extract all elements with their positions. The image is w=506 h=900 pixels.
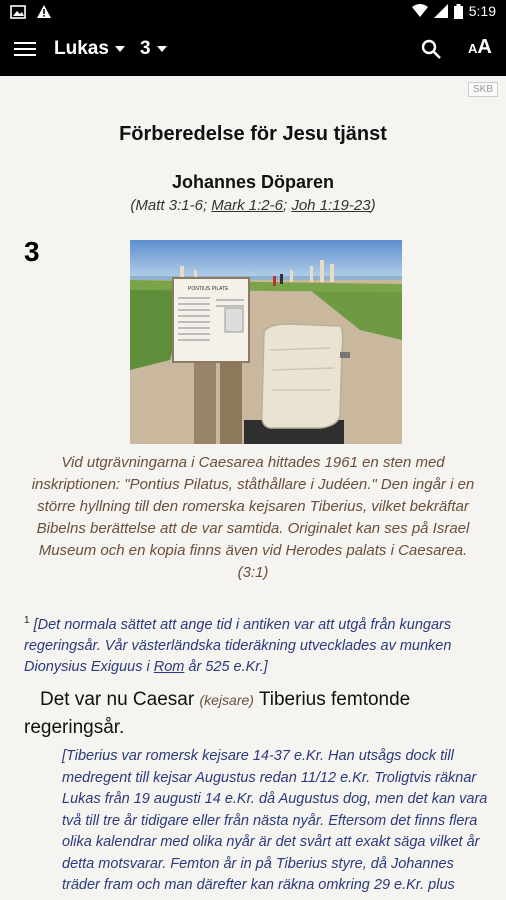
chapter-label: 3 [140,38,151,59]
reference-link[interactable]: Matt 3:1-6 [135,197,203,214]
section-heading: Förberedelse för Jesu tjänst [119,123,387,145]
signal-icon [434,4,448,18]
book-selector[interactable] [54,38,125,60]
photo-caption: Vid utgrävningarna i Caesarea hittades 1961 en sten med inskriptionen: "Pontius Pilatus, ståthållare i Judéen." Den ingår i en större hyllning till den romerska kejsaren Tiberius, vilket bekräftar Bibelns berättelse att de var samtida. Originalet kan ses på Israel Museum och en kopia finns även vid Herodes palats i Caesarea. (3:1) [31,454,475,581]
translation-badge[interactable]: SKB [468,82,498,97]
chevron-down-icon [115,46,125,52]
menu-icon[interactable] [14,38,36,60]
chevron-down-icon [157,46,167,52]
footnote-1: $^1$ [Det normala sättet att ange tid i antiken var att utgå från kungars regeringsår. Vår västerländska tideräkning utvecklades av munken Dionysius Exiguus i Rom år 525 e.Kr.] [24,615,452,675]
footnote-marker[interactable]: 1 [24,615,30,626]
app-bar [0,24,506,76]
chapter-selector[interactable] [140,38,167,60]
reference-link[interactable]: Joh 1:19-23 [291,197,371,214]
word-gloss: (kejsare) [199,692,254,708]
status-bar [0,0,506,24]
search-icon[interactable] [420,38,442,60]
image-notification-icon [10,4,26,20]
book-label: Lukas [54,38,109,59]
text-size-icon[interactable]: AA [468,36,492,58]
rom-link[interactable]: Rom [153,658,185,675]
caesarea-stone-photo[interactable] [130,240,402,444]
battery-icon [454,4,463,19]
status-time: 5:19 [468,3,496,19]
commentary-note: [Tiberius var romersk kejsare 14-37 e.Kr. Han utsågs dock till medregent till kejsar Augustus redan 11/12 e.Kr. Troligtvis räknar Lukas från 19 augusti 14 e.Kr. då Augustus dog, men det kan vara två till tre år tidigare eller från nästa nyår. Eftersom det finns flera olika kalendrar med olika nyår är det svårt att exakt säga vilket år detta motsvarar. Femton år in på Tiberius styre, då Johannes träder fram och man därefter kan räkna omkring 29 e.Kr. plus [62,748,488,893]
warning-icon [36,4,52,20]
reference-link[interactable]: Mark 1:2-6 [211,197,283,214]
wifi-icon [412,4,428,18]
svg-text:PONTIUS PILATE: PONTIUS PILATE [188,286,229,292]
chapter-number: 3 [24,236,40,267]
section-subheading: Johannes Döparen [171,172,335,192]
parallel-references: (Matt 3:1-6; Mark 1:2-6; Joh 1:19-23) [130,197,376,214]
verse-1[interactable]: Det var nu Caesar (kejsare) Tiberius femtonde regeringsår. [24,689,411,738]
